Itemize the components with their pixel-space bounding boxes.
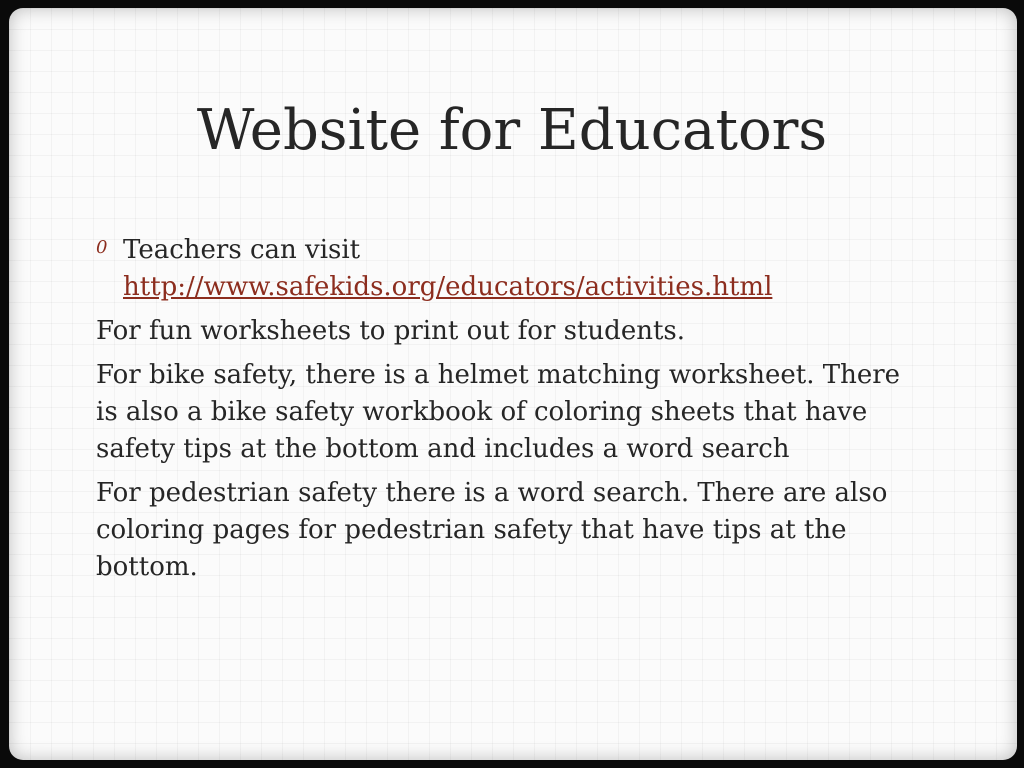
paragraph-pedestrian-safety: For pedestrian safety there is a word search. There are also coloring pages for pedestrian safety that have tips at the bottom. bbox=[96, 478, 888, 582]
slide-body bbox=[96, 232, 906, 586]
paragraph-bike-safety: For bike safety, there is a helmet matching worksheet. There is also a bike safety workbook of coloring sheets that have safety tips at the bottom and includes a word search bbox=[96, 360, 901, 464]
bullet-marker: 0 bbox=[96, 237, 108, 258]
bullet-item bbox=[96, 232, 906, 306]
slide-title: Website for Educators bbox=[196, 98, 828, 163]
bullet-text: Teachers can visit bbox=[123, 235, 361, 265]
paragraph-worksheets: For fun worksheets to print out for students. bbox=[96, 316, 686, 346]
educators-activities-link[interactable]: http://www.safekids.org/educators/activities.html bbox=[123, 272, 773, 302]
